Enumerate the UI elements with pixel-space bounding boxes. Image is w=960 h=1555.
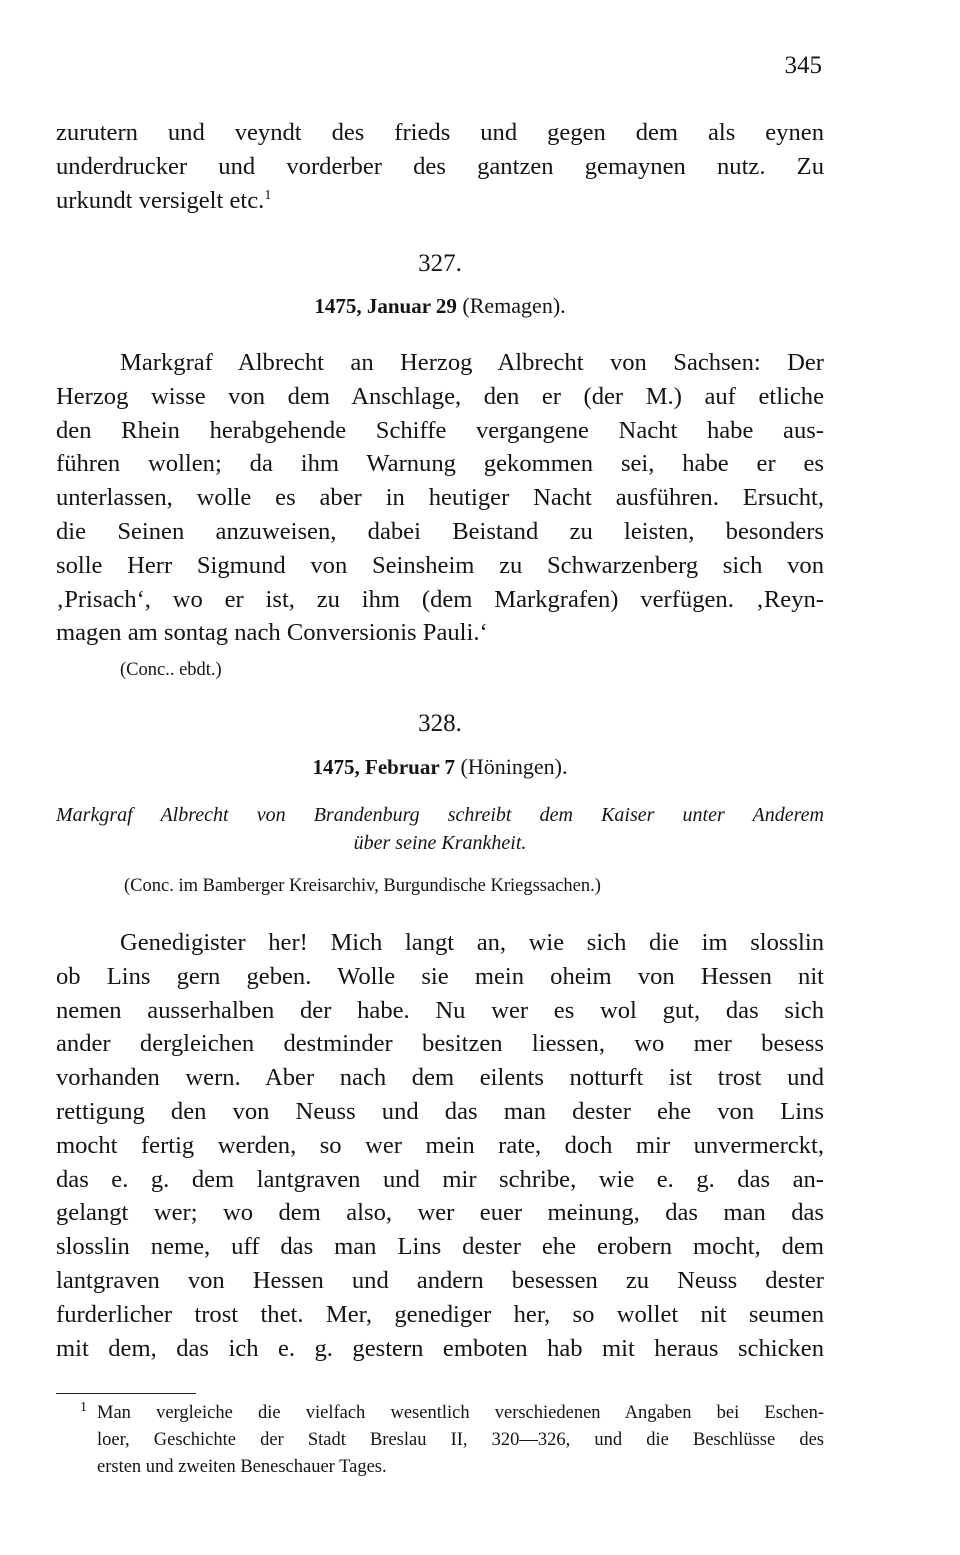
footnote-reference: 1 — [264, 187, 272, 203]
text-segment: urkundt versigelt etc. — [56, 186, 265, 214]
footnote-line: Man vergleiche die vielfach wesentlich verschiedenen Angaben bei Eschen- — [97, 1403, 824, 1423]
text-line: lantgraven von Hessen und andern besessen zu Neuss dester — [56, 1266, 824, 1294]
source-note: (Conc. im Bamberger Kreisarchiv, Burgundische Kriegssachen.) — [124, 876, 601, 896]
text-line: rettigung den von Neuss und das man dester ehe von Lins — [56, 1097, 824, 1125]
regest-text — [56, 346, 824, 650]
text-line: führen wollen; da ihm Warnung gekommen sei, habe er es — [56, 450, 824, 478]
date-place: (Höningen). — [460, 754, 568, 779]
continuation-text — [56, 116, 824, 217]
text-line: ander dergleichen destminder besitzen liessen, wo mer besess — [56, 1030, 824, 1058]
source-note: (Conc.. ebdt.) — [120, 660, 222, 680]
summary-line: Markgraf Albrecht von Brandenburg schreibt dem Kaiser unter Anderem — [56, 804, 824, 826]
text-line — [56, 184, 824, 218]
date-place: (Remagen). — [462, 293, 566, 318]
text-line: das e. g. dem lantgraven und mir schribe, wie e. g. das an- — [56, 1165, 824, 1193]
text-line: Herzog wisse von dem Anschlage, den er (der M.) auf etliche — [56, 382, 824, 410]
text-line: underdrucker und vorderber des gantzen gemaynen nutz. Zu — [56, 152, 824, 180]
footnote-line: ersten und zweiten Beneschauer Tages. — [97, 1457, 387, 1477]
text-line: ob Lins gern geben. Wolle sie mein oheim von Hessen nit — [56, 962, 824, 990]
text-line: magen am sontag nach Conversionis Pauli.‘ — [56, 619, 488, 647]
footnote-marker: 1 — [80, 1400, 87, 1415]
text-line: gelangt wer; wo dem also, wer euer meinung, das man das — [56, 1199, 824, 1227]
text-line: die Seinen anzuweisen, dabei Beistand zu leisten, besonders — [56, 517, 824, 545]
text-line: furderlicher trost thet. Mer, genediger her, so wollet nit seumen — [56, 1300, 824, 1328]
text-line: vorhanden wern. Aber nach dem eilents notturft ist trost und — [56, 1064, 824, 1092]
text-line: solle Herr Sigmund von Seinsheim zu Schwarzenberg sich von — [56, 551, 824, 579]
date-bold: 1475, Februar 7 — [312, 755, 456, 779]
page-number: 345 — [784, 52, 822, 79]
letter-text — [56, 926, 824, 1365]
text-line: den Rhein herabgehende Schiffe vergangene Nacht habe aus- — [56, 416, 824, 444]
text-line: nemen ausserhalben der habe. Nu wer es wol gut, das sich — [56, 996, 824, 1024]
text-line: zurutern und veyndt des frieds und gegen dem als eynen — [56, 119, 824, 146]
text-line: Genedigister her! Mich langt an, wie sich die im slosslin — [120, 929, 824, 956]
document-number: 327. — [418, 250, 462, 277]
footnote-rule — [56, 1393, 196, 1394]
document-number: 328. — [418, 710, 462, 737]
document-date — [0, 754, 880, 780]
date-bold: 1475, Januar 29 — [314, 294, 457, 318]
text-line: mit dem, das ich e. g. gestern emboten hab mit heraus schicken — [56, 1334, 824, 1362]
text-line: ‚Prisach‘, wo er ist, zu ihm (dem Markgrafen) verfügen. ‚Reyn- — [56, 585, 824, 613]
text-line: mocht fertig werden, so wer mein rate, doch mir unvermerckt, — [56, 1131, 824, 1159]
document-date — [0, 293, 880, 319]
summary-line: über seine Krankheit. — [353, 832, 527, 854]
footnote-line: loer, Geschichte der Stadt Breslau II, 320—326, und die Beschlüsse des — [97, 1430, 824, 1450]
text-line: Markgraf Albrecht an Herzog Albrecht von Sachsen: Der — [120, 349, 824, 376]
text-line: slosslin neme, uff das man Lins dester ehe erobern mocht, dem — [56, 1233, 824, 1261]
text-line: unterlassen, wolle es aber in heutiger Nacht ausführen. Ersucht, — [56, 484, 824, 512]
